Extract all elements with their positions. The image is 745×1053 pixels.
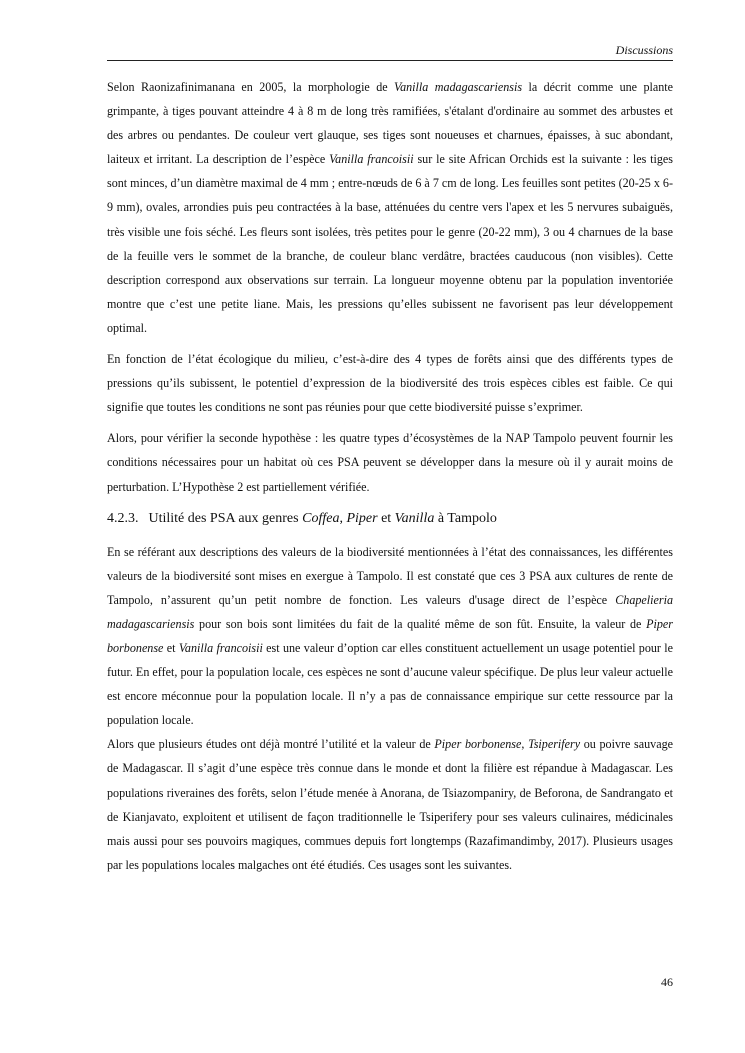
- text-run: pour son bois sont limitées du fait de la qualité même de son fût. Ensuite, la valeur de: [194, 616, 647, 631]
- heading-text: ,: [339, 510, 347, 526]
- text-run: est une valeur d’option car elles constituent actuellement un usage potentiel pour le futur. En effet, pour la population locale, ces espèces ne sont d’aucune valeur spécifique. De plus leur valeur actuelle est encore méconnue pour la population locale. Il n’y a pas de connaissance empirique sur cette ressource par la population locale.: [107, 640, 674, 728]
- paragraph-tsiperifery: [107, 732, 673, 877]
- genus-name: Vanilla: [394, 510, 435, 526]
- paragraph-morphology: [107, 75, 673, 340]
- species-name: Vanilla francoisii: [329, 152, 414, 167]
- text-run: et: [163, 640, 179, 655]
- species-name: Vanilla madagascariensis: [394, 80, 523, 94]
- text-run: En se référant aux descriptions des valeurs de la biodiversité mentionnées à l’état des connaissances, les différentes valeurs de la biodiversité sont mises en exergue à Tampolo. Il est constaté que ces 3 PSA aux cultures de rente de Tampolo, n’assurent qu’un petit nombre de fonction. Les valeurs d'usage direct de l’espèce: [107, 544, 673, 607]
- species-name: Piper borbonense: [434, 737, 522, 752]
- section-heading: [107, 507, 673, 531]
- header-rule: [107, 60, 673, 61]
- paragraph-hypothesis: Alors, pour vérifier la seconde hypothèse : les quatre types d’écosystèmes de la NAP Tampolo peuvent fournir les conditions nécessaires pour un habitat où ces PSA peuvent se développer dans la mesure où il y aurait moins de perturbation. L’Hypothèse 2 est partiellement vérifiée.: [107, 431, 673, 494]
- text-run: Selon Raonizafinimanana en 2005, la morphologie de: [107, 80, 395, 94]
- heading-text: et: [377, 510, 395, 526]
- heading-text: Utilité des PSA aux genres: [148, 510, 303, 526]
- genus-name: Coffea: [302, 510, 340, 526]
- text-run: Alors que plusieurs études ont déjà montré l’utilité et la valeur de: [107, 737, 435, 752]
- heading-text: à Tampolo: [434, 510, 497, 526]
- body-text: [107, 75, 673, 877]
- text-run: ,: [521, 737, 529, 752]
- running-header: Discussions: [615, 43, 673, 57]
- text-run: la décrit comme une plante grimpante, à tiges pouvant atteindre 4 à 8 m de long très ramifiées, s'étalant d'ordinaire au sommet des arbustes et des arbres ou pendantes. De couleur vert glauque, ses tiges sont noueuses et charnues, épaisses, à suc abondant, laiteux et irritant. La description de l’espèce: [107, 80, 673, 167]
- paragraph-biodiversity-values: [107, 540, 673, 733]
- species-name: Tsiperifery: [528, 737, 581, 752]
- paragraph-ecology: En fonction de l’état écologique du milieu, c’est-à-dire des 4 types de forêts ainsi que des différents types de pressions qu’ils subissent, le potentiel d’expression de la biodiversité des trois espèces cibles est faible. Ce qui signifie que toutes les conditions ne sont pas réunies pour que cette biodiversité puisse s’exprimer.: [107, 352, 673, 415]
- page-number: 46: [661, 975, 673, 989]
- genus-name: Piper: [346, 510, 378, 526]
- species-name: Vanilla francoisii: [178, 640, 263, 655]
- section-number: 4.2.3.: [107, 510, 139, 526]
- species-name: Chapelieria madagascariensis: [107, 592, 673, 631]
- text-run: ou poivre sauvage de Madagascar. Il s’agit d’une espèce très connue dans le monde et dont la filière est répandue à Madagascar. Les populations riveraines des forêts, selon l’étude menée à Anorana, de Tsiazompaniry, de Beforona, de Sandrangato et de Kianjavato, exploitent et utilisent de façon traditionnelle le Tsiperifery pour ses valeurs culinaires, médicinales mais aussi pour ses pouvoirs magiques, commues depuis fort longtemps (Razafimandimby, 2017). Plusieurs usages par les populations locales malgaches ont été étudiés. Ces usages sont les suivantes.: [107, 737, 673, 872]
- text-run: sur le site African Orchids est la suivante : les tiges sont minces, d’un diamètre maximal de 4 mm ; entre-nœuds de 6 à 7 cm de long. Les feuilles sont petites (20-25 x 6-9 mm), ovales, arrondies puis peu contractées à la base, atténuées du centre vers l'apex et les 5 nervures subaiguës, très visible une fois séché. Les fleurs sont isolées, très petites pour le genre (20-22 mm), 3 ou 4 charnues de la base de la feuille vers le sommet de la branche, de couleur blanc verdâtre, bractées cauducous (non visibles). Cette description correspond aux observations sur terrain. La longueur moyenne obtenu par la population inventoriée montre que c’est une petite liane. Mais, les pressions qu’elles subissent ne favorisent pas leur développement optimal.: [107, 152, 674, 335]
- species-name: Piper borbonense: [107, 616, 673, 655]
